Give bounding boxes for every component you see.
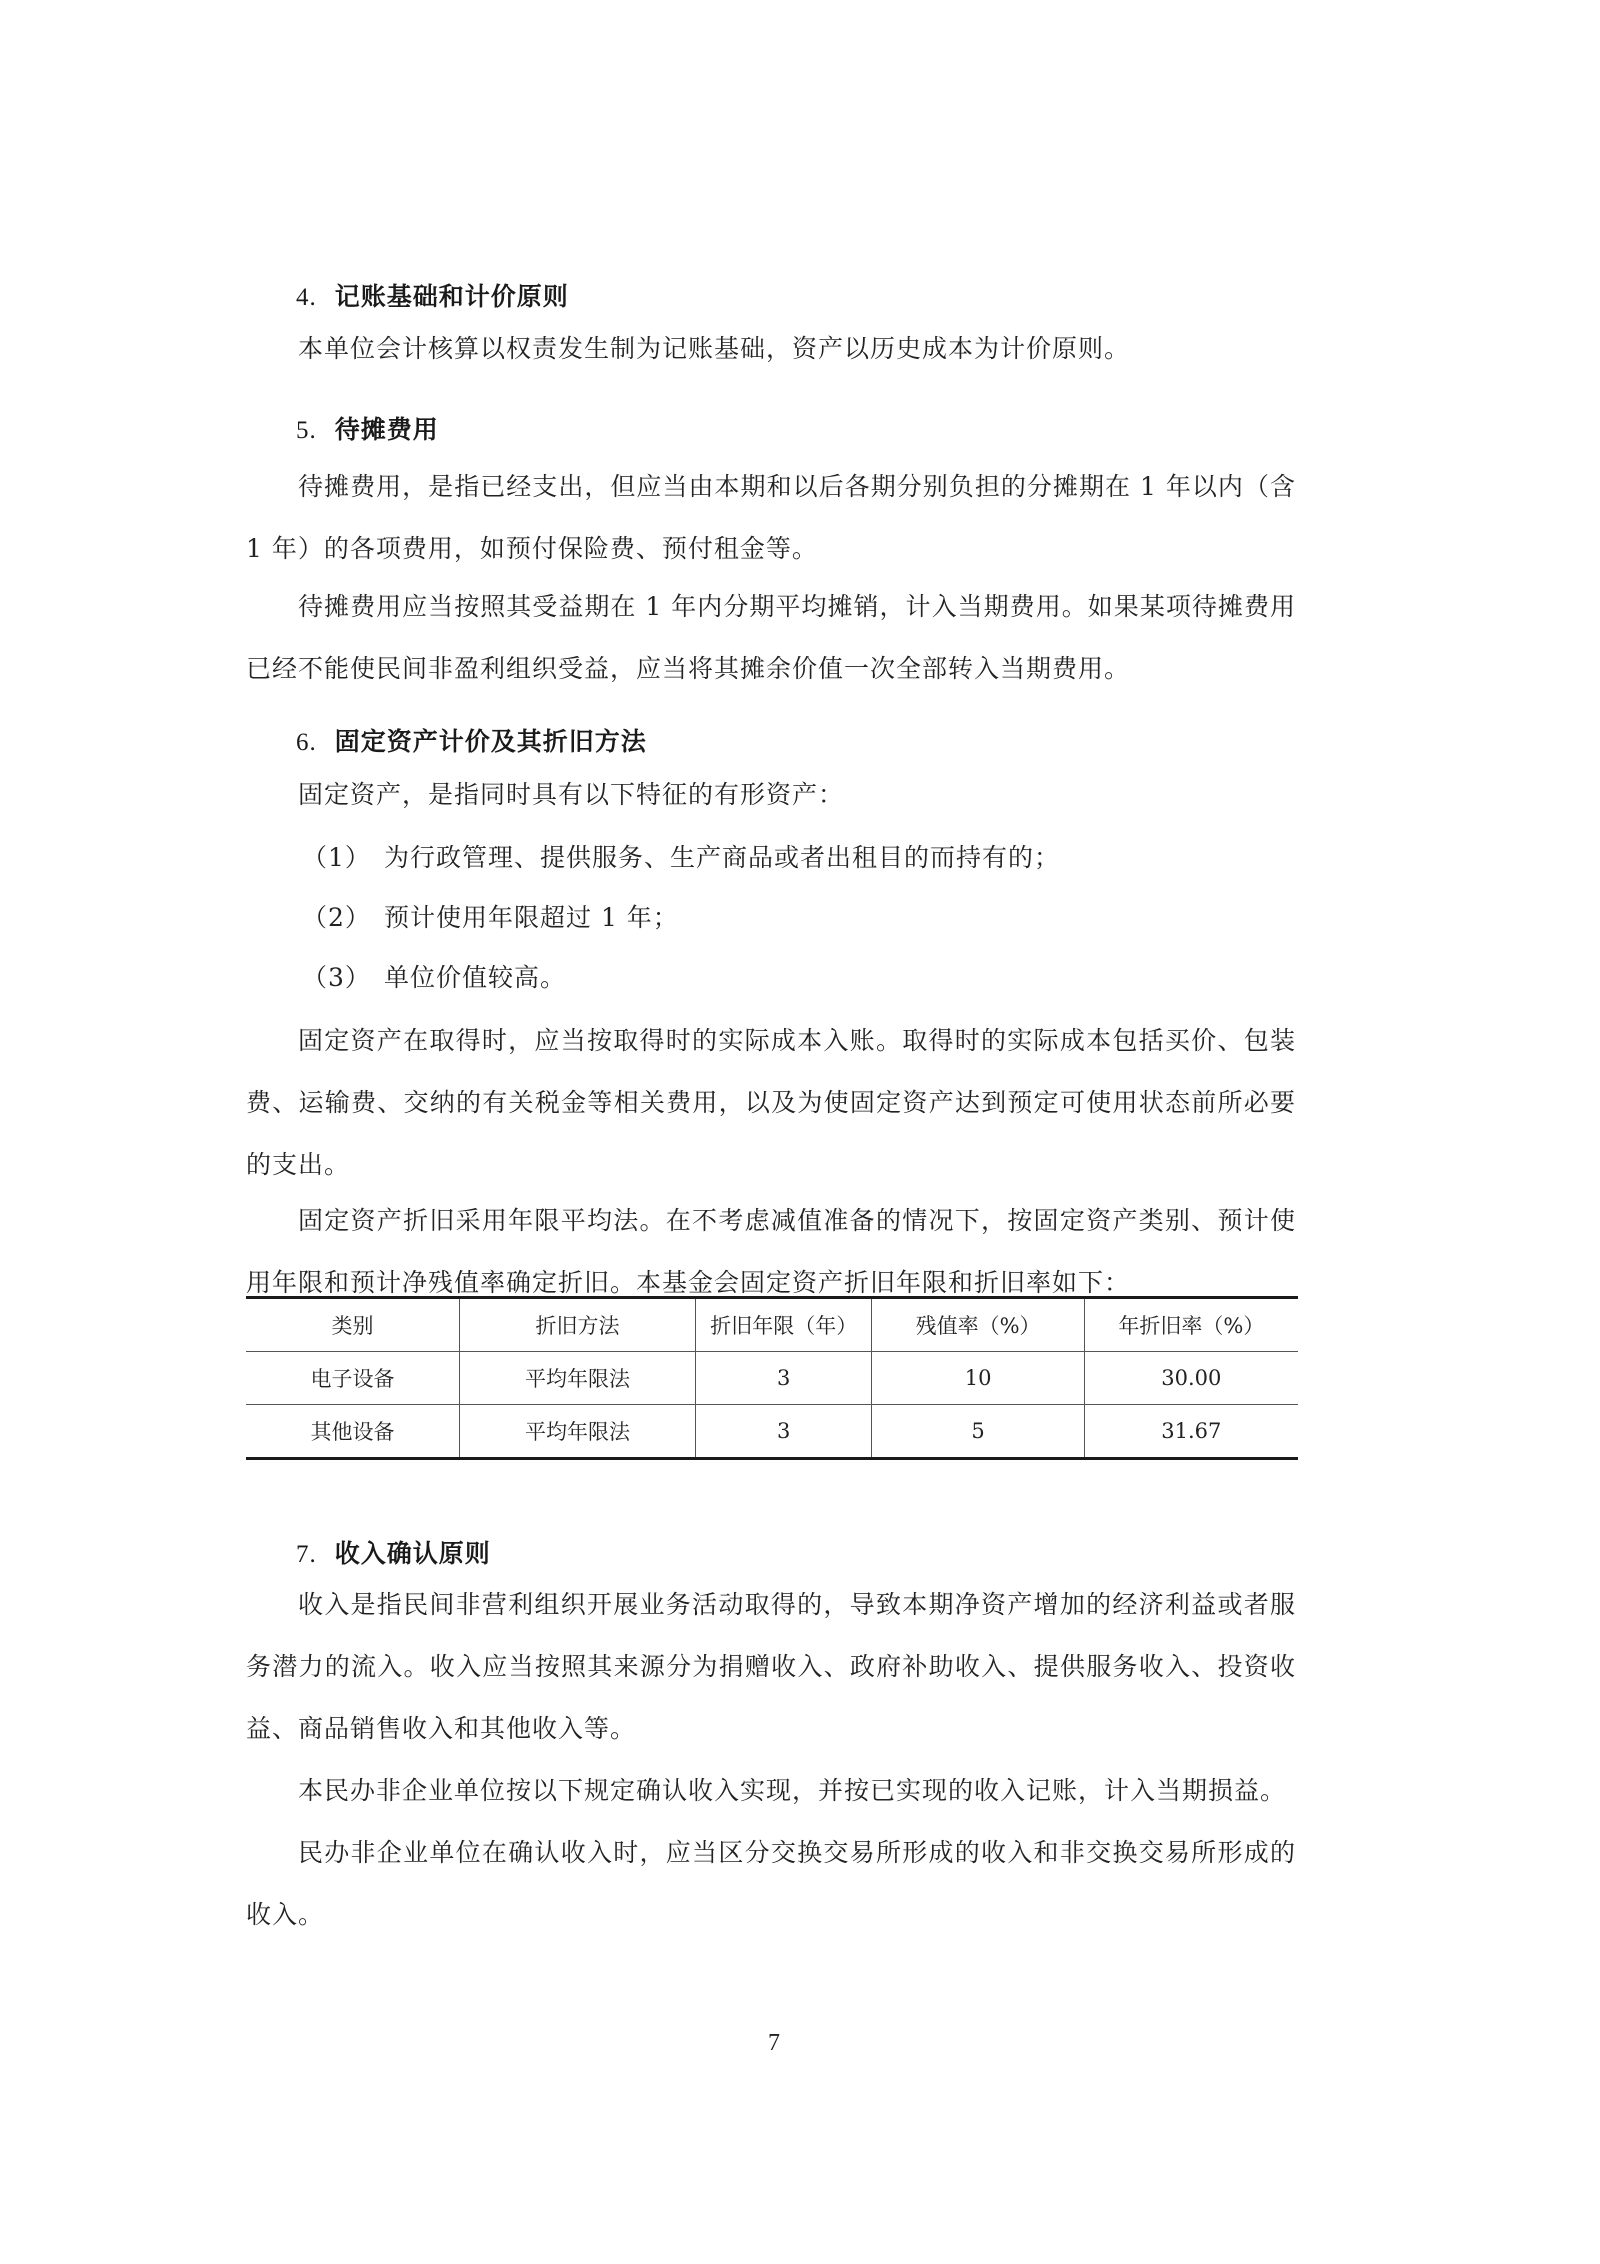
section-6-paragraph-1: 固定资产在取得时，应当按取得时的实际成本入账。取得时的实际成本包括买价、包装费、运输费、交纳的有关税金等相关费用，以及为使固定资产达到预定可使用状态前所必要的支出。: [246, 1026, 1296, 1179]
list-item-text: 预计使用年限超过 1 年；: [384, 903, 679, 932]
section-4-number: 4.: [296, 284, 317, 311]
table-cell: 30.00: [1084, 1352, 1298, 1405]
depreciation-table: [246, 1296, 1298, 1460]
table-cell: 10: [872, 1352, 1084, 1405]
list-item: [302, 958, 566, 994]
section-4-paragraph-1: 本单位会计核算以权责发生制为记账基础，资产以历史成本为计价原则。: [298, 334, 1131, 363]
section-6-number: 6.: [296, 729, 317, 756]
list-item: [302, 898, 679, 934]
section-7-paragraph-1: 收入是指民间非营利组织开展业务活动取得的，导致本期净资产增加的经济利益或者服务潜力的流入。收入应当按照其来源分为捐赠收入、政府补助收入、提供服务收入、投资收益、商品销售收入和其他收入等。: [246, 1590, 1296, 1743]
table-cell: 3: [696, 1352, 872, 1405]
table-cell: 5: [872, 1405, 1084, 1459]
section-5-title: 待摊费用: [334, 415, 439, 444]
section-7-number: 7.: [296, 1541, 317, 1568]
section-6-paragraph-2: 固定资产折旧采用年限平均法。在不考虑减值准备的情况下，按固定资产类别、预计使用年限和预计净残值率确定折旧。本基金会固定资产折旧年限和折旧率如下：: [246, 1206, 1296, 1297]
table-row: [246, 1405, 1298, 1459]
section-7-heading: [296, 1534, 491, 1570]
table-cell: 31.67: [1084, 1405, 1298, 1459]
table-cell: 3: [696, 1405, 872, 1459]
page-number: 7: [768, 2030, 780, 2056]
section-4-title: 记账基础和计价原则: [334, 282, 569, 311]
list-item-text: 单位价值较高。: [384, 963, 567, 992]
section-5-number: 5.: [296, 417, 317, 444]
table-cell: 电子设备: [246, 1352, 460, 1405]
section-7-paragraph-3: 民办非企业单位在确认收入时，应当区分交换交易所形成的收入和非交换交易所形成的收入。: [246, 1838, 1296, 1929]
table-cell: 平均年限法: [460, 1405, 696, 1459]
list-item-index: （3）: [302, 963, 371, 992]
table-header-cell: 年折旧率（%）: [1084, 1298, 1298, 1352]
section-4-heading: [296, 277, 569, 313]
section-5-paragraph-2: 待摊费用应当按照其受益期在 1 年内分期平均摊销，计入当期费用。如果某项待摊费用已经不能使民间非盈利组织受益，应当将其摊余价值一次全部转入当期费用。: [246, 592, 1296, 683]
table-row: [246, 1352, 1298, 1405]
section-6-intro: 固定资产，是指同时具有以下特征的有形资产：: [298, 780, 845, 809]
section-7-title: 收入确认原则: [334, 1539, 491, 1568]
section-5-heading: [296, 410, 439, 446]
list-item: [302, 838, 1060, 874]
table-header-cell: 类别: [246, 1298, 460, 1352]
section-6-heading: [296, 722, 647, 758]
list-item-index: （2）: [302, 903, 371, 932]
table-cell: 其他设备: [310, 1420, 395, 1444]
table-header-cell: 折旧年限（年）: [696, 1298, 872, 1352]
table-header-row: [246, 1298, 1298, 1352]
section-7-paragraph-2: 本民办非企业单位按以下规定确认收入实现，并按已实现的收入记账，计入当期损益。: [298, 1776, 1287, 1805]
table-header-cell: 折旧方法: [460, 1298, 696, 1352]
table-header-cell: 残值率（%）: [872, 1298, 1084, 1352]
list-item-index: （1）: [302, 843, 371, 872]
section-6-title: 固定资产计价及其折旧方法: [334, 727, 647, 756]
list-item-text: 为行政管理、提供服务、生产商品或者出租目的而持有的；: [384, 843, 1061, 872]
table-cell: 平均年限法: [460, 1352, 696, 1405]
section-5-paragraph-1: 待摊费用，是指已经支出，但应当由本期和以后各期分别负担的分摊期在 1 年以内（含 1 年）的各项费用，如预付保险费、预付租金等。: [246, 472, 1296, 563]
